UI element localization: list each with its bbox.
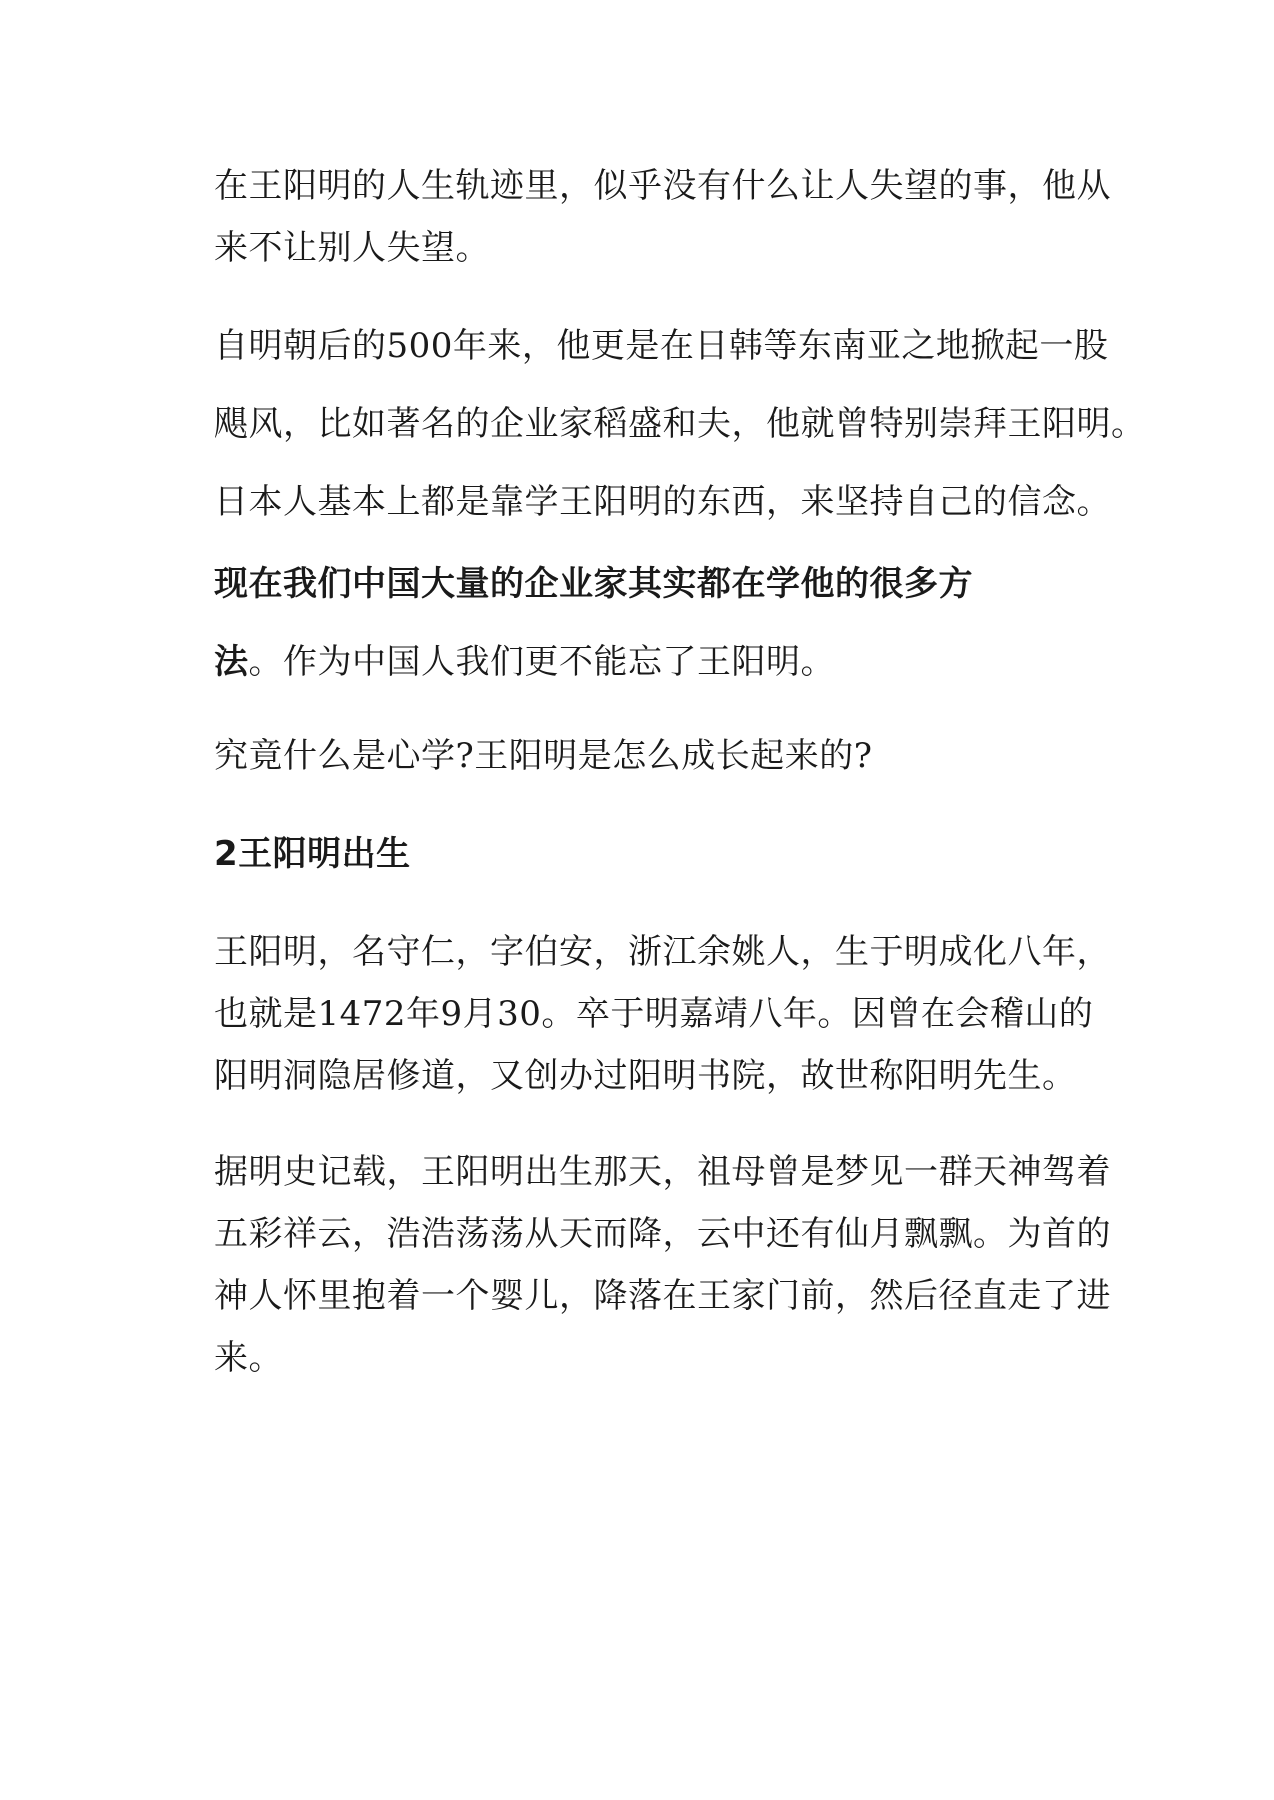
paragraph-2-line-3: 日本人基本上都是靠学王阳明的东西，来坚持自己的信念。 [214, 482, 1111, 522]
section-heading: 2王阳明出生 [214, 834, 411, 874]
paragraph-6-line-1: 据明史记载，王阳明出生那天，祖母曾是梦见一群天神驾着 [214, 1152, 1111, 1192]
paragraph-3-bold-char: 法 [214, 642, 249, 682]
paragraph-3-line-2-rest: 。作为中国人我们更不能忘了王阳明。 [248, 642, 835, 682]
paragraph-6-line-4: 来。 [214, 1338, 283, 1378]
paragraph-3-line-1: 现在我们中国大量的企业家其实都在学他的很多方 [214, 564, 973, 604]
paragraph-5-line-2: 也就是1472年9月30。卒于明嘉靖八年。因曾在会稽山的 [214, 994, 1094, 1034]
paragraph-5-line-1: 王阳明，名守仁，字伯安，浙江余姚人，生于明成化八年， [214, 932, 1111, 972]
paragraph-2-line-2: 飓风，比如著名的企业家稻盛和夫，他就曾特别崇拜王阳明。 [214, 404, 1146, 444]
paragraph-6-line-2: 五彩祥云，浩浩荡荡从天而降，云中还有仙月飘飘。为首的 [214, 1214, 1111, 1254]
paragraph-1-line-2: 来不让别人失望。 [214, 228, 490, 268]
paragraph-6-line-3: 神人怀里抱着一个婴儿，降落在王家门前，然后径直走了进 [214, 1276, 1111, 1316]
paragraph-3-line-2 [214, 640, 835, 684]
paragraph-4-line-1: 究竟什么是心学?王阳明是怎么成长起来的? [214, 736, 873, 776]
paragraph-1-line-1: 在王阳明的人生轨迹里，似乎没有什么让人失望的事，他从 [214, 166, 1111, 206]
paragraph-2-line-1: 自明朝后的500年来，他更是在日韩等东南亚之地掀起一股 [214, 326, 1109, 366]
paragraph-5-line-3: 阳明洞隐居修道，又创办过阳明书院，故世称阳明先生。 [214, 1056, 1077, 1096]
